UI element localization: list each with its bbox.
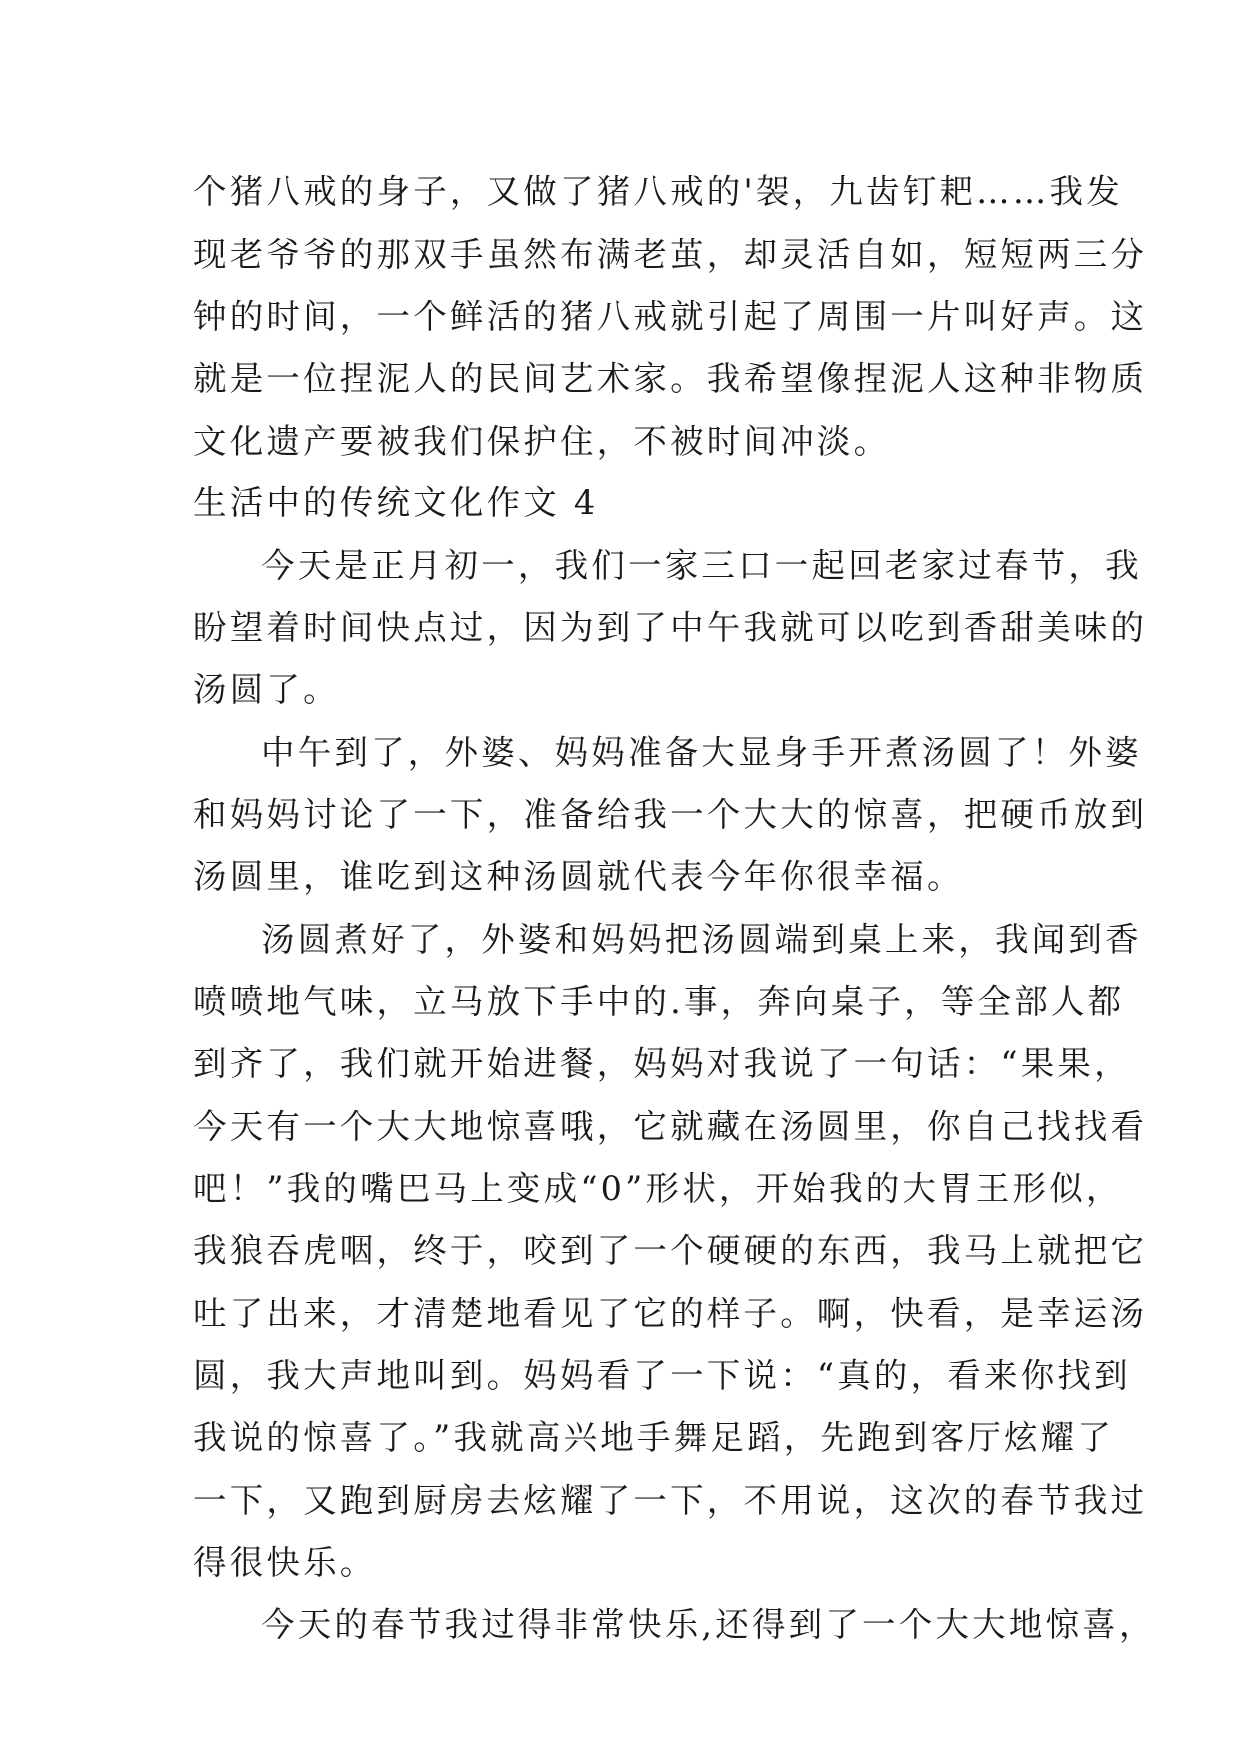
text-line: 吐了出来，才清楚地看见了它的样子。啊，快看，是幸运汤 [193, 1294, 1148, 1333]
text-line: 今天有一个大大地惊喜哦，它就藏在汤圆里，你自己找找看 [193, 1107, 1148, 1146]
text-line: 盼望着时间快点过，因为到了中午我就可以吃到香甜美味的 [193, 608, 1148, 647]
text-line: 喷喷地气味，立马放下手中的.事，奔向桌子，等全部人都 [193, 982, 1125, 1021]
text-line: 到齐了，我们就开始进餐，妈妈对我说了一句话：“果果， [193, 1044, 1131, 1083]
text-line: 我说的惊喜了。”我就高兴地手舞足蹈，先跑到客厅炫耀了 [193, 1418, 1115, 1457]
text-line: 个猪八戒的身子，又做了猪八戒的'袈，九齿钉耙……我发 [193, 172, 1123, 211]
text-line: 钟的时间，一个鲜活的猪八戒就引起了周围一片叫好声。这 [193, 297, 1148, 336]
text-line: 就是一位捏泥人的民间艺术家。我希望像捏泥人这种非物质 [193, 359, 1148, 398]
text-line: 得很快乐。 [193, 1543, 377, 1582]
text-line: 现老爷爷的那双手虽然布满老茧，却灵活自如，短短两三分 [193, 235, 1148, 274]
text-line: 文化遗产要被我们保护住，不被时间冲淡。 [193, 422, 891, 461]
text-line: 我狼吞虎咽，终于，咬到了一个硬硬的东西，我马上就把它 [193, 1231, 1148, 1270]
text-line: 一下，又跑到厨房去炫耀了一下，不用说，这次的春节我过 [193, 1481, 1148, 1520]
section-heading: 生活中的传统文化作文 4 [193, 483, 599, 522]
paragraph-first-line: 中午到了，外婆、妈妈准备大显身手开煮汤圆了！外婆 [261, 733, 1142, 772]
paragraph-first-line: 今天的春节我过得非常快乐,还得到了一个大大地惊喜， [261, 1605, 1156, 1644]
paragraph-first-line: 汤圆煮好了，外婆和妈妈把汤圆端到桌上来，我闻到香 [261, 920, 1142, 959]
text-line: 圆，我大声地叫到。妈妈看了一下说：“真的，看来你找到 [193, 1356, 1131, 1395]
text-line: 吧！”我的嘴巴马上变成“0”形状，开始我的大胃王形似， [193, 1169, 1123, 1208]
text-line: 和妈妈讨论了一下，准备给我一个大大的惊喜，把硬币放到 [193, 795, 1148, 834]
text-line: 汤圆了。 [193, 670, 340, 709]
text-line: 汤圆里，谁吃到这种汤圆就代表今年你很幸福。 [193, 857, 964, 896]
paragraph-first-line: 今天是正月初一，我们一家三口一起回老家过春节，我 [261, 546, 1142, 585]
